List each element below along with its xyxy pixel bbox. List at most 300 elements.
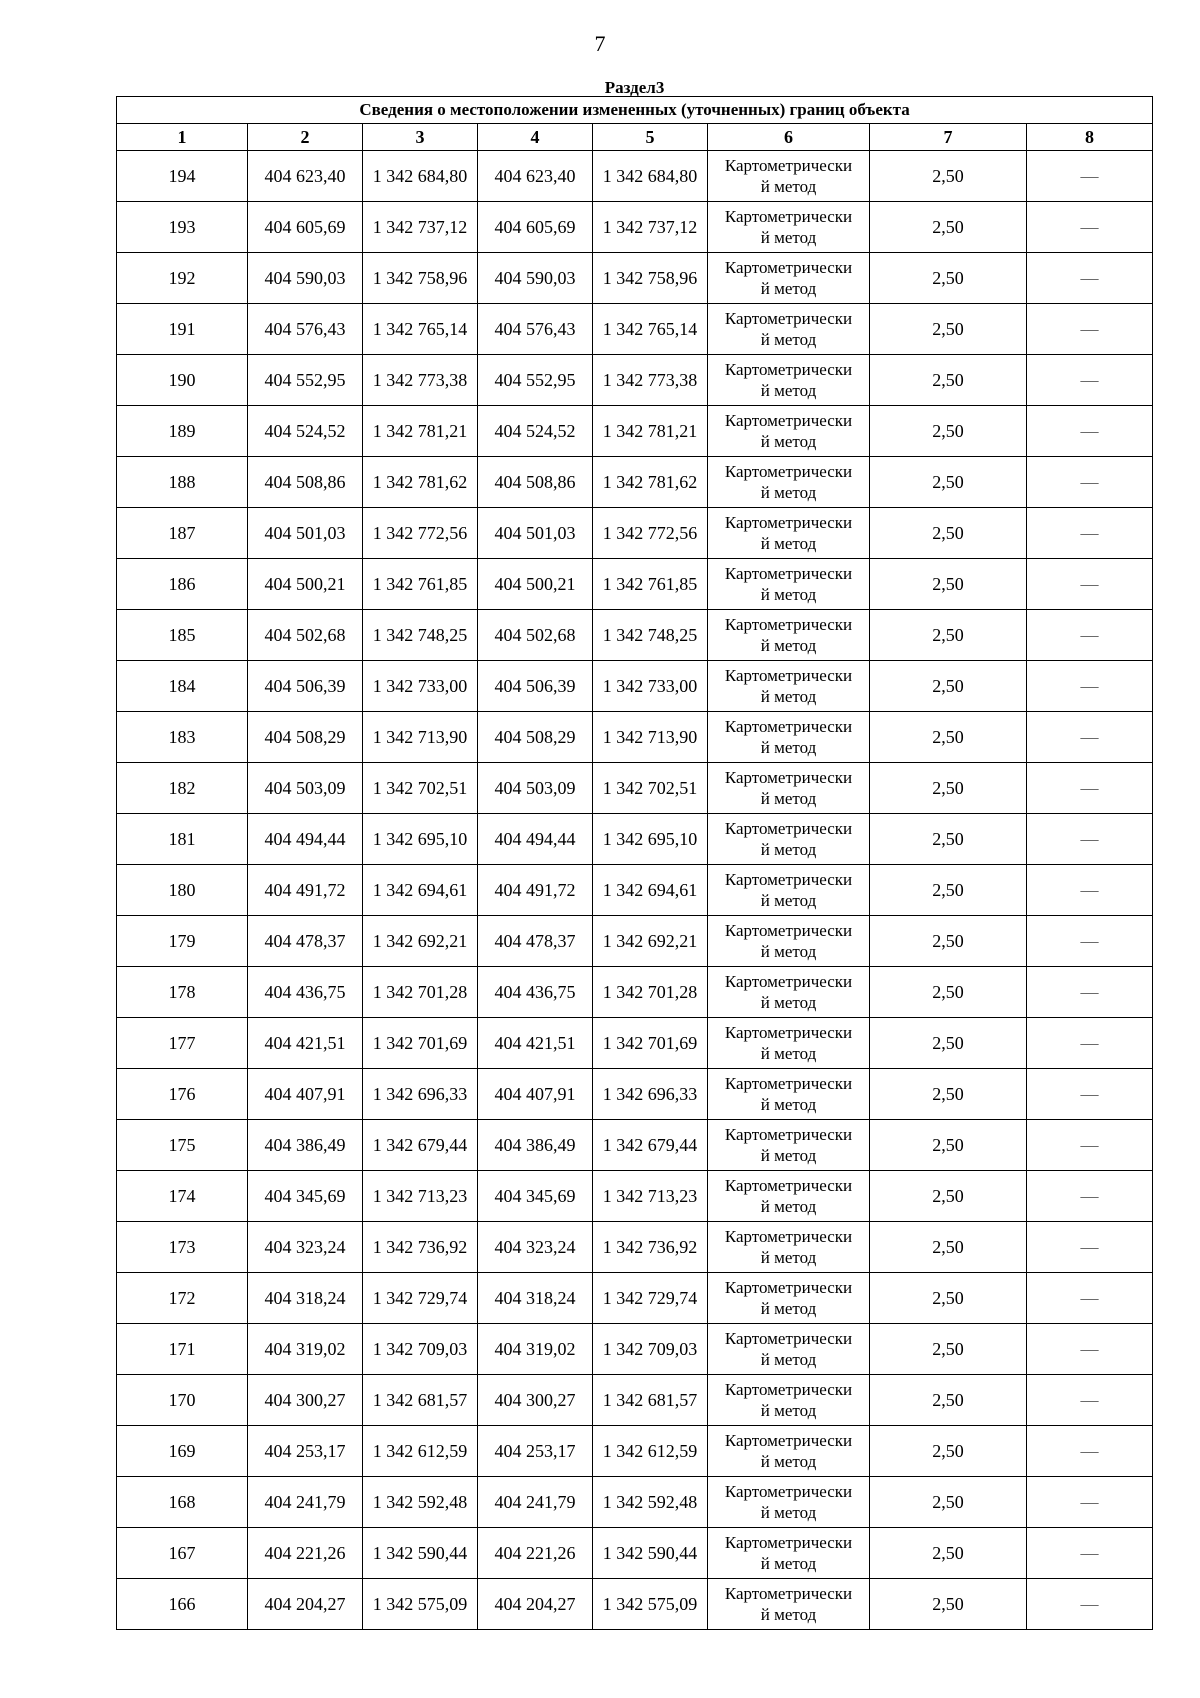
dash-mark: — (1080, 1288, 1099, 1308)
point-number-cell: 189 (117, 406, 248, 457)
method-cell (708, 355, 870, 406)
dash-mark: — (1080, 1594, 1099, 1614)
point-number-cell: 175 (117, 1120, 248, 1171)
x-refined-cell: 404 494,44 (478, 814, 593, 865)
table-row (117, 1579, 1153, 1630)
table-row (117, 1375, 1153, 1426)
y-existing-cell: 1 342 592,48 (363, 1477, 478, 1528)
y-existing-cell: 1 342 575,09 (363, 1579, 478, 1630)
point-number-cell: 177 (117, 1018, 248, 1069)
x-existing-cell: 404 345,69 (248, 1171, 363, 1222)
point-number-cell: 182 (117, 763, 248, 814)
y-refined-cell: 1 342 761,85 (593, 559, 708, 610)
y-existing-cell: 1 342 729,74 (363, 1273, 478, 1324)
empty-mark-cell (1027, 916, 1153, 967)
accuracy-cell: 2,50 (870, 1171, 1027, 1222)
table-row (117, 355, 1153, 406)
method-line-1: Картометрически (724, 1482, 853, 1501)
point-number-cell: 184 (117, 661, 248, 712)
dash-mark: — (1080, 1135, 1099, 1155)
y-existing-cell: 1 342 773,38 (363, 355, 478, 406)
method-cell (708, 1273, 870, 1324)
table-body (117, 151, 1153, 1630)
x-refined-cell: 404 552,95 (478, 355, 593, 406)
table-title: Сведения о местоположении измененных (уточненных) границ объекта (117, 97, 1153, 124)
method-line-2: й метод (760, 483, 817, 502)
table-row (117, 151, 1153, 202)
y-refined-cell: 1 342 575,09 (593, 1579, 708, 1630)
accuracy-cell: 2,50 (870, 202, 1027, 253)
boundary-coordinates-table (116, 80, 1153, 1630)
method-cell (708, 916, 870, 967)
y-existing-cell: 1 342 684,80 (363, 151, 478, 202)
x-existing-cell: 404 605,69 (248, 202, 363, 253)
accuracy-cell: 2,50 (870, 1324, 1027, 1375)
method-line-1: Картометрически (724, 1227, 853, 1246)
y-refined-cell: 1 342 737,12 (593, 202, 708, 253)
accuracy-cell: 2,50 (870, 1528, 1027, 1579)
accuracy-cell: 2,50 (870, 763, 1027, 814)
x-existing-cell: 404 552,95 (248, 355, 363, 406)
y-refined-cell: 1 342 713,90 (593, 712, 708, 763)
y-refined-cell: 1 342 694,61 (593, 865, 708, 916)
method-cell (708, 1324, 870, 1375)
page-number: 7 (594, 31, 606, 56)
x-existing-cell: 404 494,44 (248, 814, 363, 865)
method-line-1: Картометрически (724, 1278, 853, 1297)
method-line-1: Картометрически (724, 411, 853, 430)
x-refined-cell: 404 204,27 (478, 1579, 593, 1630)
method-cell (708, 457, 870, 508)
dash-mark: — (1080, 778, 1099, 798)
method-line-2: й метод (760, 228, 817, 247)
method-cell (708, 1579, 870, 1630)
method-line-1: Картометрически (724, 1125, 853, 1144)
empty-mark-cell (1027, 1426, 1153, 1477)
dash-mark: — (1080, 1186, 1099, 1206)
method-line-2: й метод (760, 636, 817, 655)
y-existing-cell: 1 342 695,10 (363, 814, 478, 865)
method-cell (708, 610, 870, 661)
method-line-2: й метод (760, 1350, 817, 1369)
point-number-cell: 176 (117, 1069, 248, 1120)
method-line-2: й метод (760, 687, 817, 706)
x-refined-cell: 404 253,17 (478, 1426, 593, 1477)
y-existing-cell: 1 342 679,44 (363, 1120, 478, 1171)
x-existing-cell: 404 204,27 (248, 1579, 363, 1630)
column-number-4: 4 (478, 124, 593, 151)
y-refined-cell: 1 342 701,69 (593, 1018, 708, 1069)
table-row (117, 814, 1153, 865)
method-cell (708, 1018, 870, 1069)
accuracy-cell: 2,50 (870, 661, 1027, 712)
point-number-cell: 171 (117, 1324, 248, 1375)
x-existing-cell: 404 524,52 (248, 406, 363, 457)
column-number-5: 5 (593, 124, 708, 151)
point-number-cell: 180 (117, 865, 248, 916)
table-row (117, 1018, 1153, 1069)
method-cell (708, 559, 870, 610)
method-cell (708, 1477, 870, 1528)
dash-mark: — (1080, 217, 1099, 237)
y-refined-cell: 1 342 736,92 (593, 1222, 708, 1273)
x-refined-cell: 404 345,69 (478, 1171, 593, 1222)
x-refined-cell: 404 503,09 (478, 763, 593, 814)
method-line-2: й метод (760, 177, 817, 196)
accuracy-cell: 2,50 (870, 1069, 1027, 1120)
table-row (117, 1120, 1153, 1171)
column-number-3: 3 (363, 124, 478, 151)
dash-mark: — (1080, 880, 1099, 900)
dash-mark: — (1080, 982, 1099, 1002)
accuracy-cell: 2,50 (870, 253, 1027, 304)
empty-mark-cell (1027, 457, 1153, 508)
accuracy-cell: 2,50 (870, 1426, 1027, 1477)
method-cell (708, 202, 870, 253)
x-existing-cell: 404 253,17 (248, 1426, 363, 1477)
x-refined-cell: 404 506,39 (478, 661, 593, 712)
y-existing-cell: 1 342 694,61 (363, 865, 478, 916)
method-cell (708, 1171, 870, 1222)
y-refined-cell: 1 342 758,96 (593, 253, 708, 304)
empty-mark-cell (1027, 1375, 1153, 1426)
table-row (117, 457, 1153, 508)
point-number-cell: 168 (117, 1477, 248, 1528)
dash-mark: — (1080, 1084, 1099, 1104)
accuracy-cell: 2,50 (870, 1273, 1027, 1324)
method-cell (708, 1222, 870, 1273)
x-existing-cell: 404 241,79 (248, 1477, 363, 1528)
empty-mark-cell (1027, 1528, 1153, 1579)
point-number-cell: 192 (117, 253, 248, 304)
accuracy-cell: 2,50 (870, 304, 1027, 355)
y-refined-cell: 1 342 748,25 (593, 610, 708, 661)
y-refined-cell: 1 342 695,10 (593, 814, 708, 865)
x-existing-cell: 404 300,27 (248, 1375, 363, 1426)
empty-mark-cell (1027, 304, 1153, 355)
x-existing-cell: 404 386,49 (248, 1120, 363, 1171)
method-line-1: Картометрически (724, 972, 853, 991)
y-refined-cell: 1 342 781,21 (593, 406, 708, 457)
dash-mark: — (1080, 268, 1099, 288)
empty-mark-cell (1027, 406, 1153, 457)
empty-mark-cell (1027, 661, 1153, 712)
method-line-2: й метод (760, 1605, 817, 1624)
column-number-6: 6 (708, 124, 870, 151)
table-row (117, 253, 1153, 304)
dash-mark: — (1080, 625, 1099, 645)
method-cell (708, 406, 870, 457)
y-existing-cell: 1 342 772,56 (363, 508, 478, 559)
accuracy-cell: 2,50 (870, 712, 1027, 763)
x-refined-cell: 404 508,86 (478, 457, 593, 508)
y-refined-cell: 1 342 692,21 (593, 916, 708, 967)
empty-mark-cell (1027, 1069, 1153, 1120)
method-line-2: й метод (760, 1095, 817, 1114)
table-row (117, 559, 1153, 610)
y-existing-cell: 1 342 765,14 (363, 304, 478, 355)
method-line-2: й метод (760, 738, 817, 757)
dash-mark: — (1080, 1033, 1099, 1053)
table-row (117, 406, 1153, 457)
y-existing-cell: 1 342 758,96 (363, 253, 478, 304)
method-line-1: Картометрически (724, 870, 853, 889)
method-cell (708, 661, 870, 712)
y-existing-cell: 1 342 781,21 (363, 406, 478, 457)
accuracy-cell: 2,50 (870, 814, 1027, 865)
x-existing-cell: 404 506,39 (248, 661, 363, 712)
empty-mark-cell (1027, 151, 1153, 202)
method-cell (708, 763, 870, 814)
x-refined-cell: 404 436,75 (478, 967, 593, 1018)
x-existing-cell: 404 502,68 (248, 610, 363, 661)
point-number-cell: 167 (117, 1528, 248, 1579)
method-line-1: Картометрически (724, 1329, 853, 1348)
method-line-2: й метод (760, 1299, 817, 1318)
x-refined-cell: 404 500,21 (478, 559, 593, 610)
accuracy-cell: 2,50 (870, 151, 1027, 202)
y-existing-cell: 1 342 702,51 (363, 763, 478, 814)
method-line-2: й метод (760, 891, 817, 910)
dash-mark: — (1080, 166, 1099, 186)
table-row (117, 202, 1153, 253)
table-row (117, 1528, 1153, 1579)
accuracy-cell: 2,50 (870, 1375, 1027, 1426)
dash-mark: — (1080, 574, 1099, 594)
accuracy-cell: 2,50 (870, 1120, 1027, 1171)
x-refined-cell: 404 576,43 (478, 304, 593, 355)
y-existing-cell: 1 342 709,03 (363, 1324, 478, 1375)
y-existing-cell: 1 342 733,00 (363, 661, 478, 712)
column-number-row (117, 124, 1153, 151)
y-existing-cell: 1 342 696,33 (363, 1069, 478, 1120)
method-line-1: Картометрически (724, 1584, 853, 1603)
dash-mark: — (1080, 727, 1099, 747)
accuracy-cell: 2,50 (870, 508, 1027, 559)
method-line-1: Картометрически (724, 360, 853, 379)
method-line-1: Картометрически (724, 207, 853, 226)
y-existing-cell: 1 342 736,92 (363, 1222, 478, 1273)
method-line-1: Картометрически (724, 1023, 853, 1042)
x-refined-cell: 404 502,68 (478, 610, 593, 661)
x-refined-cell: 404 478,37 (478, 916, 593, 967)
y-existing-cell: 1 342 737,12 (363, 202, 478, 253)
empty-mark-cell (1027, 202, 1153, 253)
method-line-1: Картометрически (724, 768, 853, 787)
x-refined-cell: 404 605,69 (478, 202, 593, 253)
point-number-cell: 187 (117, 508, 248, 559)
x-existing-cell: 404 421,51 (248, 1018, 363, 1069)
method-line-2: й метод (760, 1146, 817, 1165)
point-number-cell: 186 (117, 559, 248, 610)
section-label: Раздел3 (604, 78, 665, 97)
x-existing-cell: 404 508,29 (248, 712, 363, 763)
x-refined-cell: 404 508,29 (478, 712, 593, 763)
y-refined-cell: 1 342 772,56 (593, 508, 708, 559)
method-line-2: й метод (760, 1044, 817, 1063)
y-existing-cell: 1 342 681,57 (363, 1375, 478, 1426)
point-number-cell: 178 (117, 967, 248, 1018)
x-existing-cell: 404 478,37 (248, 916, 363, 967)
method-cell (708, 1375, 870, 1426)
dash-mark: — (1080, 931, 1099, 951)
empty-mark-cell (1027, 1222, 1153, 1273)
empty-mark-cell (1027, 763, 1153, 814)
table-row (117, 1324, 1153, 1375)
method-line-2: й метод (760, 1197, 817, 1216)
table-row (117, 1426, 1153, 1477)
y-existing-cell: 1 342 692,21 (363, 916, 478, 967)
method-cell (708, 865, 870, 916)
y-refined-cell: 1 342 729,74 (593, 1273, 708, 1324)
x-refined-cell: 404 590,03 (478, 253, 593, 304)
method-line-2: й метод (760, 1452, 817, 1471)
method-cell (708, 712, 870, 763)
point-number-cell: 181 (117, 814, 248, 865)
x-existing-cell: 404 500,21 (248, 559, 363, 610)
y-refined-cell: 1 342 702,51 (593, 763, 708, 814)
method-line-1: Картометрически (724, 819, 853, 838)
x-existing-cell: 404 623,40 (248, 151, 363, 202)
x-existing-cell: 404 491,72 (248, 865, 363, 916)
y-refined-cell: 1 342 612,59 (593, 1426, 708, 1477)
x-refined-cell: 404 300,27 (478, 1375, 593, 1426)
x-existing-cell: 404 436,75 (248, 967, 363, 1018)
point-number-cell: 190 (117, 355, 248, 406)
y-refined-cell: 1 342 684,80 (593, 151, 708, 202)
method-cell (708, 814, 870, 865)
point-number-cell: 188 (117, 457, 248, 508)
method-line-2: й метод (760, 942, 817, 961)
column-number-1: 1 (117, 124, 248, 151)
x-refined-cell: 404 524,52 (478, 406, 593, 457)
y-refined-cell: 1 342 592,48 (593, 1477, 708, 1528)
method-line-1: Картометрически (724, 666, 853, 685)
accuracy-cell: 2,50 (870, 610, 1027, 661)
table-row (117, 1171, 1153, 1222)
dash-mark: — (1080, 829, 1099, 849)
x-existing-cell: 404 318,24 (248, 1273, 363, 1324)
x-refined-cell: 404 221,26 (478, 1528, 593, 1579)
table-row (117, 865, 1153, 916)
accuracy-cell: 2,50 (870, 967, 1027, 1018)
y-existing-cell: 1 342 781,62 (363, 457, 478, 508)
point-number-cell: 169 (117, 1426, 248, 1477)
empty-mark-cell (1027, 559, 1153, 610)
table-row (117, 1477, 1153, 1528)
accuracy-cell: 2,50 (870, 1579, 1027, 1630)
accuracy-cell: 2,50 (870, 406, 1027, 457)
table-row (117, 1273, 1153, 1324)
y-refined-cell: 1 342 709,03 (593, 1324, 708, 1375)
x-refined-cell: 404 421,51 (478, 1018, 593, 1069)
method-cell (708, 1426, 870, 1477)
empty-mark-cell (1027, 1579, 1153, 1630)
column-number-8: 8 (1027, 124, 1153, 151)
x-existing-cell: 404 221,26 (248, 1528, 363, 1579)
x-existing-cell: 404 508,86 (248, 457, 363, 508)
y-refined-cell: 1 342 773,38 (593, 355, 708, 406)
accuracy-cell: 2,50 (870, 457, 1027, 508)
y-existing-cell: 1 342 713,23 (363, 1171, 478, 1222)
table-row (117, 763, 1153, 814)
empty-mark-cell (1027, 1171, 1153, 1222)
empty-mark-cell (1027, 1477, 1153, 1528)
method-cell (708, 508, 870, 559)
table-row (117, 712, 1153, 763)
accuracy-cell: 2,50 (870, 559, 1027, 610)
method-line-2: й метод (760, 381, 817, 400)
empty-mark-cell (1027, 610, 1153, 661)
point-number-cell: 179 (117, 916, 248, 967)
method-line-1: Картометрически (724, 156, 853, 175)
table-row (117, 1069, 1153, 1120)
method-line-1: Картометрически (724, 513, 853, 532)
empty-mark-cell (1027, 865, 1153, 916)
y-existing-cell: 1 342 590,44 (363, 1528, 478, 1579)
x-existing-cell: 404 323,24 (248, 1222, 363, 1273)
accuracy-cell: 2,50 (870, 1222, 1027, 1273)
dash-mark: — (1080, 319, 1099, 339)
table-row (117, 1222, 1153, 1273)
point-number-cell: 193 (117, 202, 248, 253)
y-refined-cell: 1 342 733,00 (593, 661, 708, 712)
dash-mark: — (1080, 523, 1099, 543)
dash-mark: — (1080, 1237, 1099, 1257)
dash-mark: — (1080, 472, 1099, 492)
x-refined-cell: 404 623,40 (478, 151, 593, 202)
point-number-cell: 170 (117, 1375, 248, 1426)
y-refined-cell: 1 342 701,28 (593, 967, 708, 1018)
dash-mark: — (1080, 370, 1099, 390)
x-existing-cell: 404 503,09 (248, 763, 363, 814)
method-line-2: й метод (760, 789, 817, 808)
x-refined-cell: 404 241,79 (478, 1477, 593, 1528)
empty-mark-cell (1027, 1324, 1153, 1375)
table-row (117, 508, 1153, 559)
method-line-2: й метод (760, 1503, 817, 1522)
y-refined-cell: 1 342 765,14 (593, 304, 708, 355)
point-number-cell: 183 (117, 712, 248, 763)
dash-mark: — (1080, 1441, 1099, 1461)
column-number-2: 2 (248, 124, 363, 151)
empty-mark-cell (1027, 712, 1153, 763)
method-line-2: й метод (760, 330, 817, 349)
empty-mark-cell (1027, 1120, 1153, 1171)
y-refined-cell: 1 342 696,33 (593, 1069, 708, 1120)
empty-mark-cell (1027, 967, 1153, 1018)
point-number-cell: 172 (117, 1273, 248, 1324)
y-existing-cell: 1 342 713,90 (363, 712, 478, 763)
method-line-1: Картометрически (724, 1380, 853, 1399)
table-row (117, 916, 1153, 967)
method-line-1: Картометрически (724, 1533, 853, 1552)
x-refined-cell: 404 318,24 (478, 1273, 593, 1324)
method-line-1: Картометрически (724, 564, 853, 583)
method-line-2: й метод (760, 585, 817, 604)
method-line-2: й метод (760, 1248, 817, 1267)
point-number-cell: 194 (117, 151, 248, 202)
column-number-7: 7 (870, 124, 1027, 151)
method-line-2: й метод (760, 840, 817, 859)
x-existing-cell: 404 590,03 (248, 253, 363, 304)
empty-mark-cell (1027, 1018, 1153, 1069)
method-cell (708, 1069, 870, 1120)
method-line-1: Картометрически (724, 1431, 853, 1450)
empty-mark-cell (1027, 1273, 1153, 1324)
method-line-1: Картометрически (724, 1176, 853, 1195)
x-existing-cell: 404 407,91 (248, 1069, 363, 1120)
